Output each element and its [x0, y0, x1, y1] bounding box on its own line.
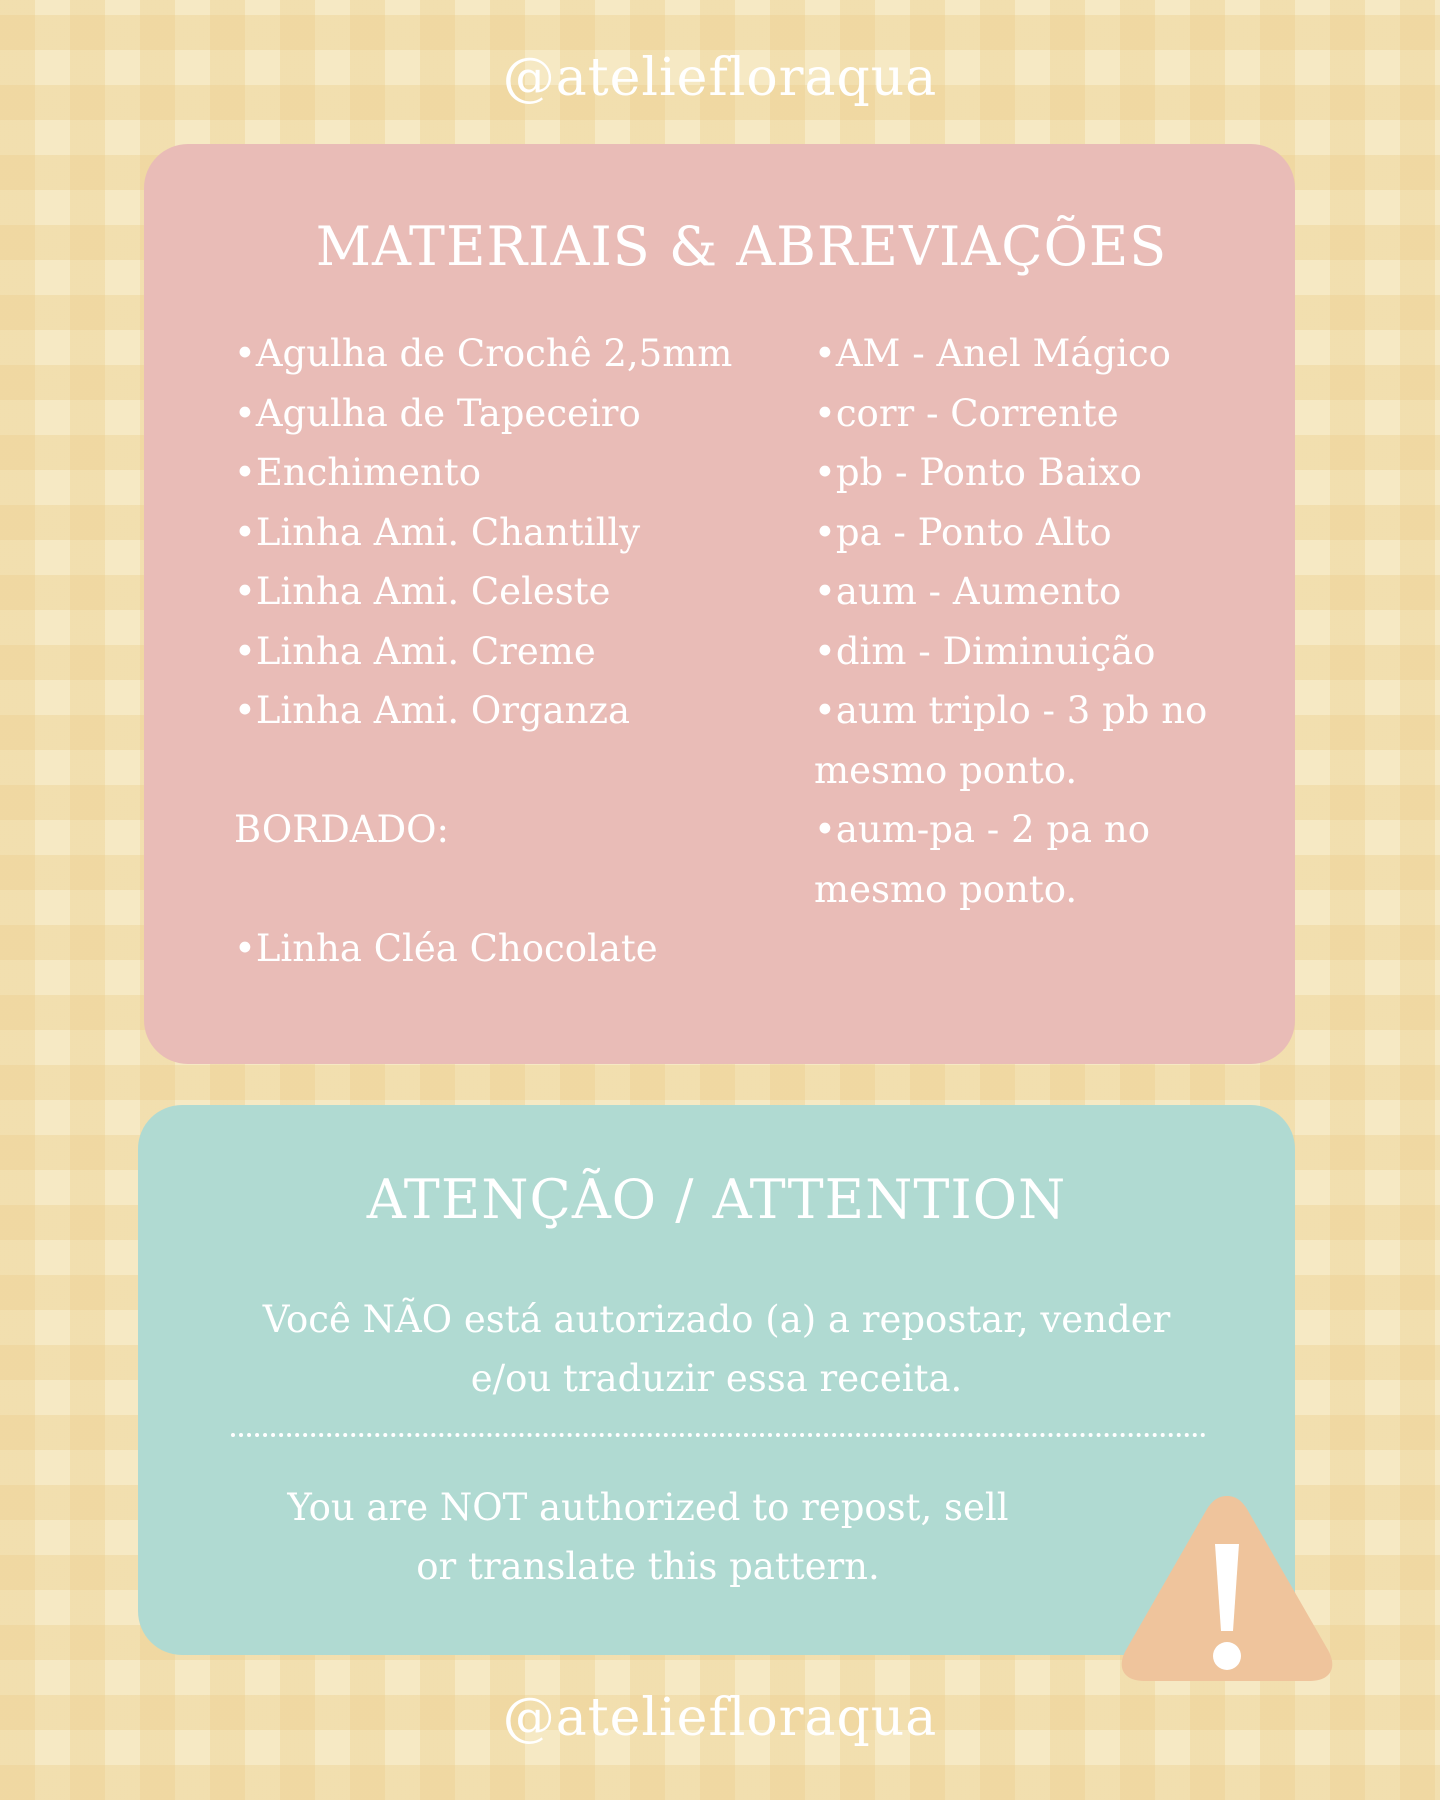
- handle-bottom: @ateliefloraqua: [502, 1688, 938, 1748]
- abbreviation-item: •aum-pa - 2 pa no: [814, 808, 1150, 851]
- materials-list: [234, 324, 794, 979]
- bordado-label: BORDADO:: [234, 808, 449, 851]
- abbreviation-item: •aum - Aumento: [814, 570, 1122, 613]
- warning-triangle-icon: [1114, 1488, 1340, 1688]
- abbreviation-item: •dim - Diminuição: [814, 629, 1156, 673]
- materials-item: •Agulha de Crochê 2,5mm: [234, 332, 733, 375]
- materials-item: •Linha Ami. Organza: [234, 689, 631, 732]
- abbreviation-item: mesmo ponto.: [814, 867, 1078, 911]
- dotted-divider: [231, 1433, 1206, 1437]
- abbreviation-item: •aum triplo - 3 pb no: [814, 689, 1208, 732]
- materials-item: •Linha Ami. Celeste: [234, 570, 611, 613]
- abbreviation-item: •corr - Corrente: [814, 391, 1119, 435]
- materials-title: MATERIAIS & ABREVIAÇÕES: [315, 215, 1168, 278]
- attention-en-line: or translate this pattern.: [416, 1545, 880, 1588]
- abbreviation-item: •pb - Ponto Baixo: [814, 451, 1142, 494]
- attention-pt-line: Você NÃO está autorizado (a) a repostar, vender: [262, 1298, 1171, 1341]
- materials-item: •Linha Ami. Creme: [234, 629, 596, 673]
- abbreviation-item: •pa - Ponto Alto: [814, 510, 1112, 554]
- attention-en-line: You are NOT authorized to repost, sell: [287, 1486, 1009, 1529]
- attention-text-pt: [138, 1290, 1295, 1408]
- bordado-item: •Linha Cléa Chocolate: [234, 927, 658, 970]
- abbreviations-list: [814, 324, 1254, 919]
- materials-card: [144, 144, 1295, 1064]
- list-spacer: [234, 860, 794, 920]
- attention-pt-line: e/ou traduzir essa receita.: [470, 1357, 963, 1400]
- materials-item: •Linha Ami. Chantilly: [234, 510, 641, 554]
- materials-item: •Agulha de Tapeceiro: [234, 391, 641, 435]
- abbreviation-item: mesmo ponto.: [814, 748, 1078, 792]
- list-spacer: [234, 741, 794, 801]
- materials-item: •Enchimento: [234, 451, 482, 494]
- attention-text-en: [138, 1478, 1158, 1596]
- handle-top: @ateliefloraqua: [502, 48, 938, 108]
- attention-title: ATENÇÃO / ATTENTION: [366, 1168, 1067, 1231]
- abbreviation-item: •AM - Anel Mágico: [814, 332, 1171, 375]
